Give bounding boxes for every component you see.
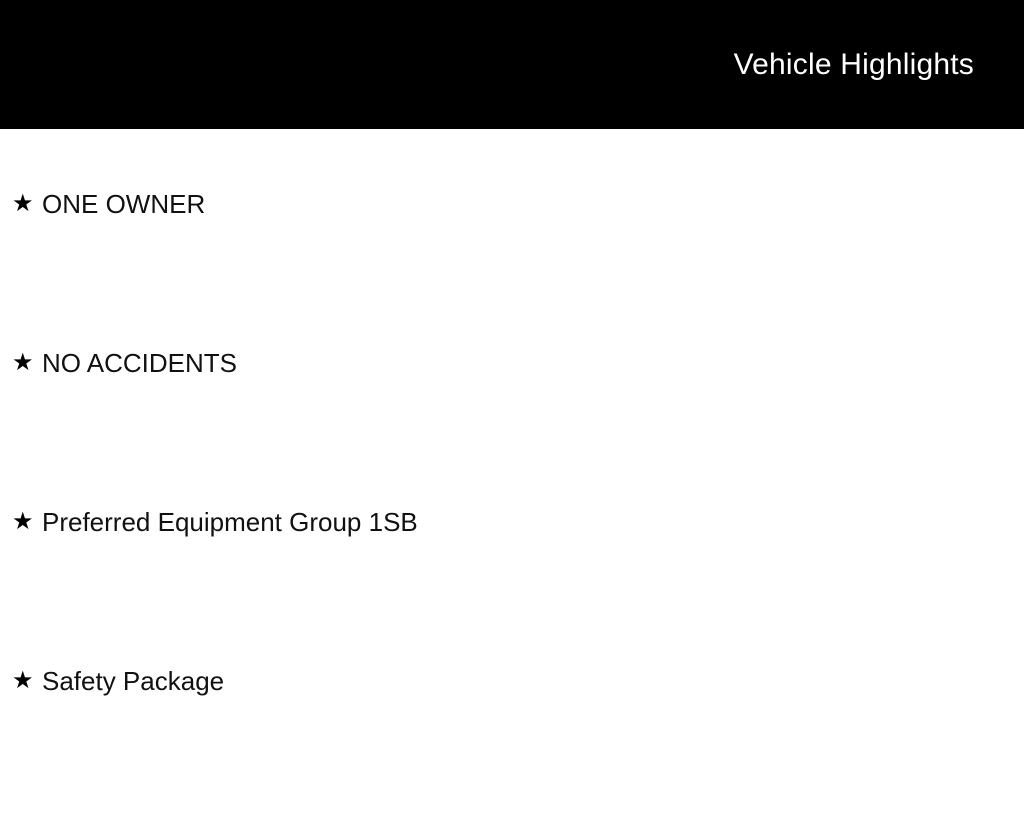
list-item: [0, 348, 1024, 507]
list-item: [0, 189, 1024, 348]
list-item: [0, 507, 1024, 666]
list-item: [0, 666, 1024, 825]
star-icon: ★: [12, 349, 34, 376]
star-icon: ★: [12, 667, 34, 694]
page-header: [0, 0, 1024, 129]
highlight-label: ONE OWNER: [42, 189, 206, 219]
highlight-label: Safety Package: [42, 666, 225, 696]
star-icon: ★: [12, 508, 34, 535]
highlight-label: NO ACCIDENTS: [42, 348, 238, 378]
highlights-list: [0, 129, 1024, 825]
star-icon: ★: [12, 190, 34, 217]
page-title: Vehicle Highlights: [733, 47, 974, 81]
highlight-label: Preferred Equipment Group 1SB: [42, 507, 418, 537]
